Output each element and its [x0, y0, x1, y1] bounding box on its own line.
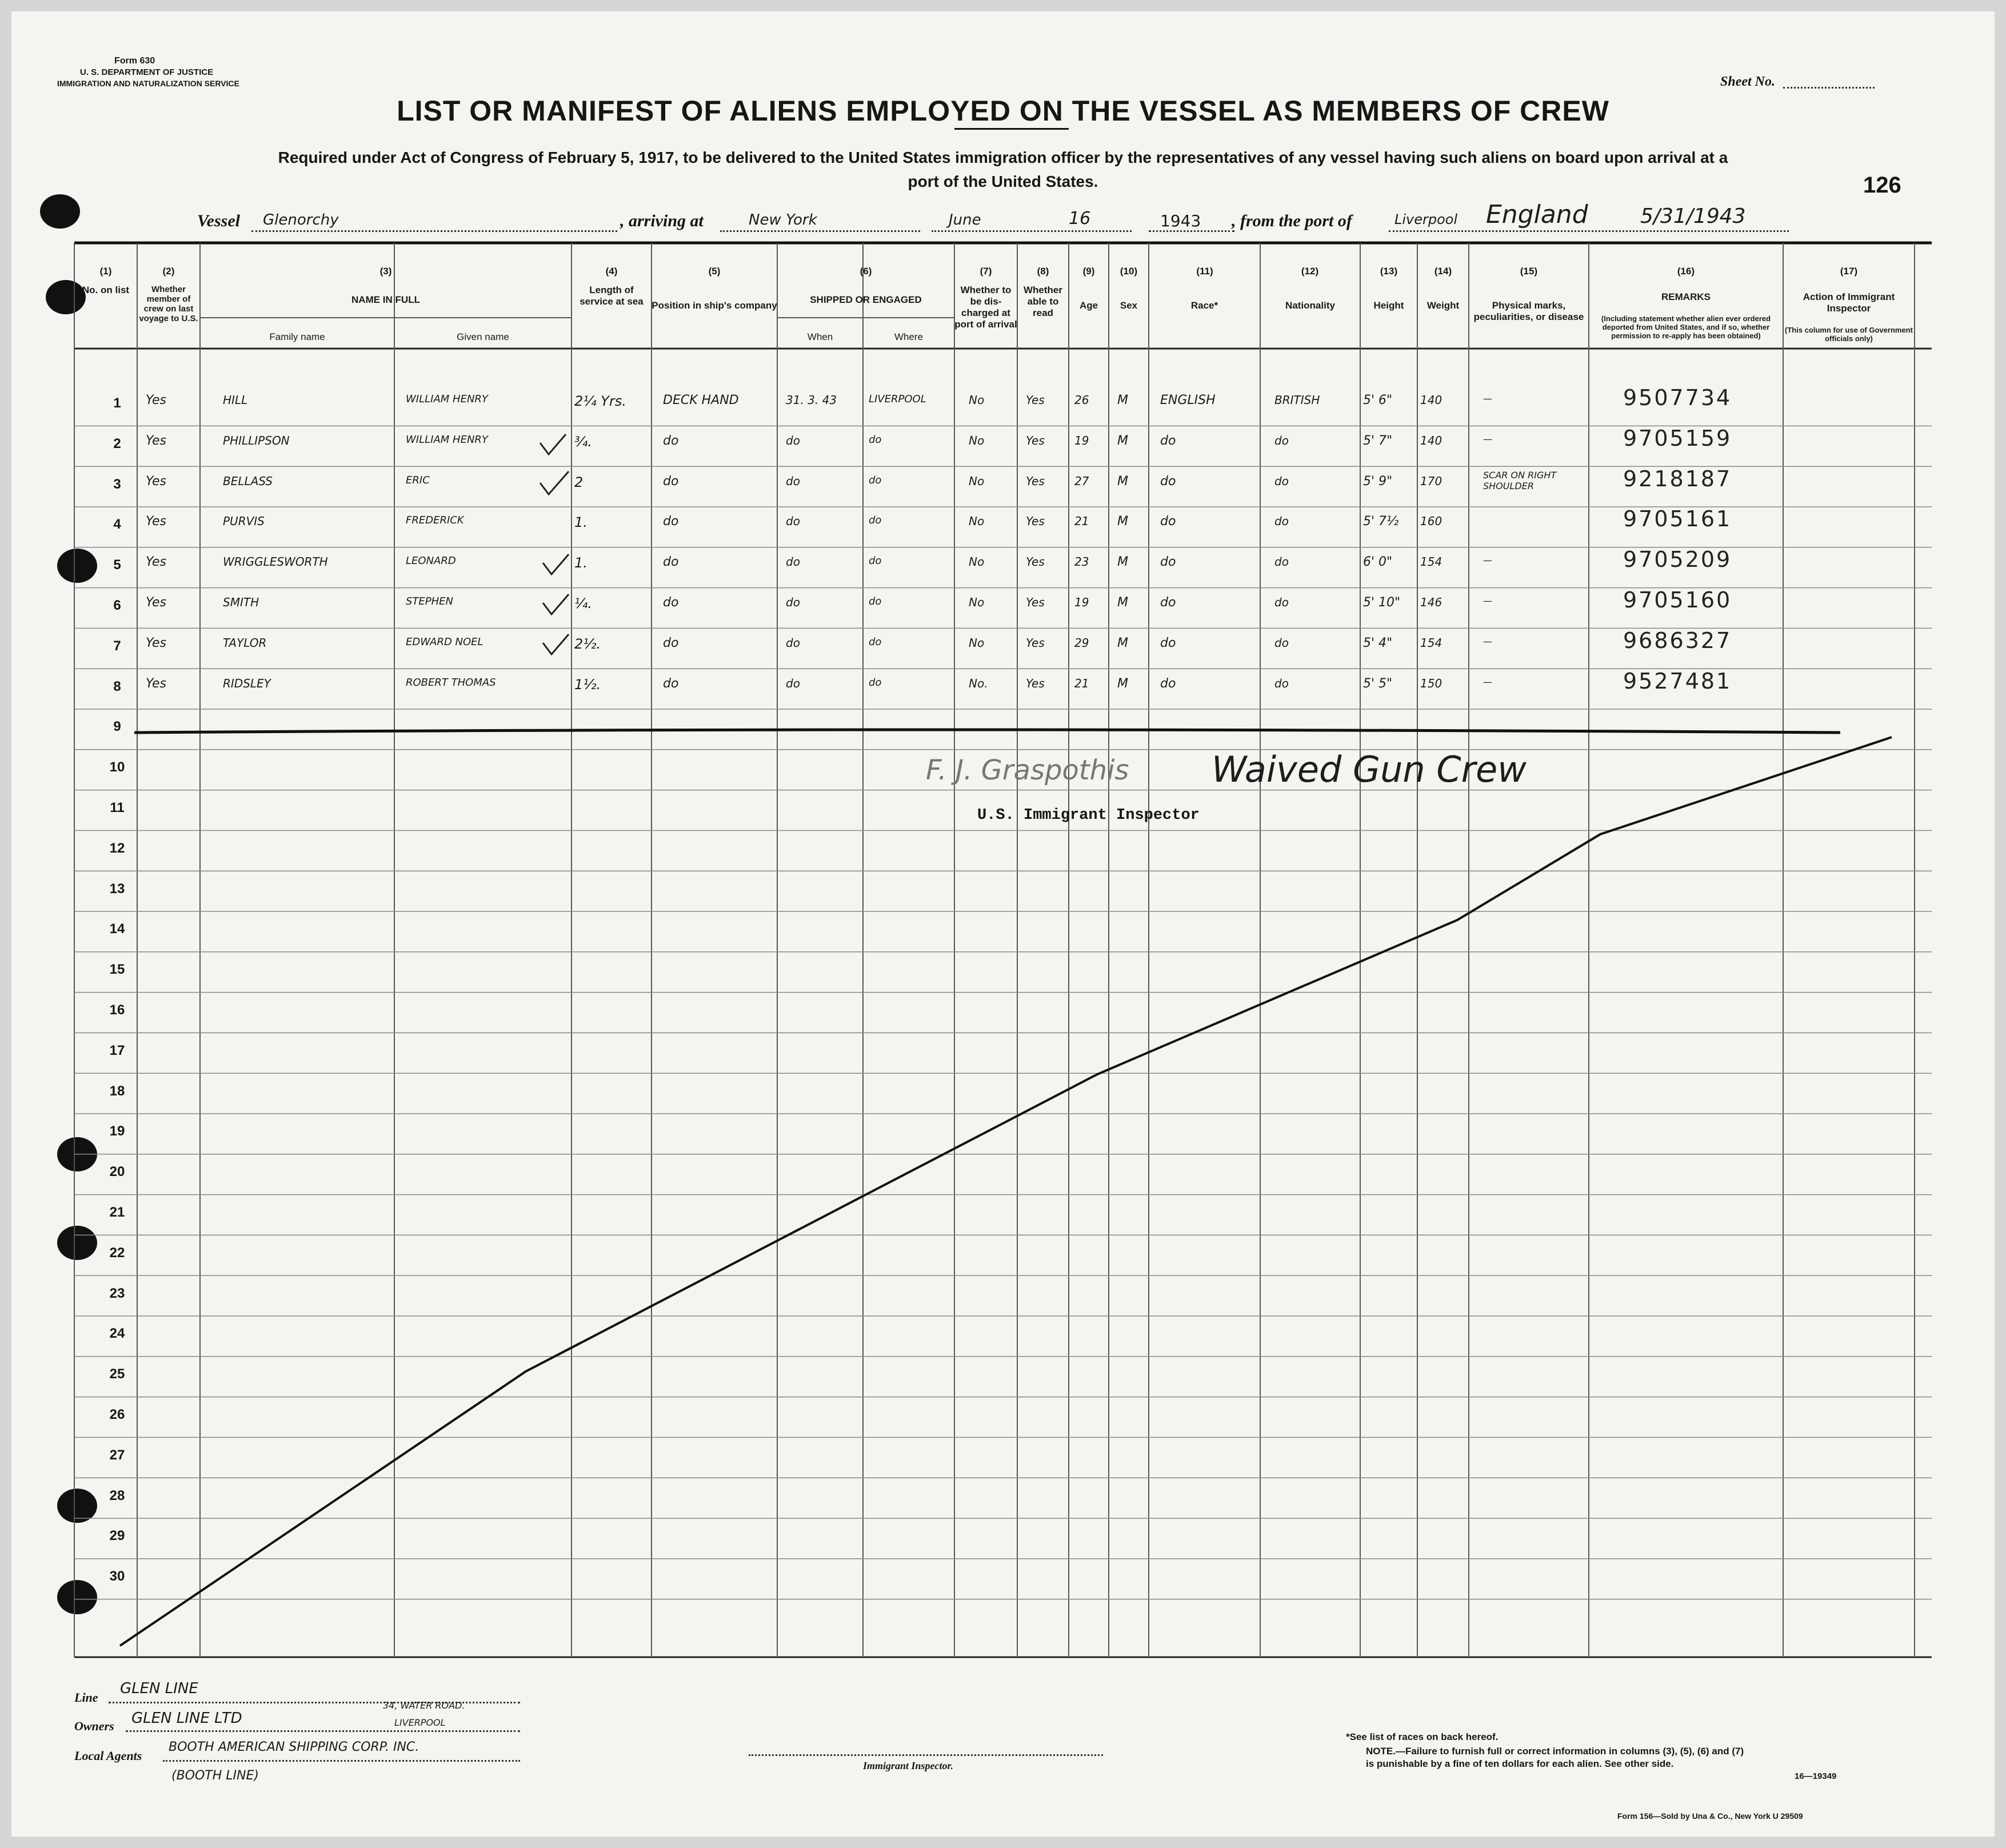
cell-race: do [1160, 474, 1176, 489]
cell-given: STEPHEN [406, 595, 454, 607]
cell-race: ENGLISH [1160, 393, 1216, 407]
row-number: 4 [113, 517, 121, 533]
header-name-in-full: NAME IN FULL [351, 294, 420, 305]
row-number: 13 [109, 881, 125, 897]
line-label: Line [74, 1690, 98, 1705]
cell-weight: 154 [1420, 555, 1442, 569]
cell-sex: M [1117, 555, 1128, 570]
cell-given: LEONARD [406, 555, 456, 567]
row-number: 15 [109, 962, 125, 978]
column-number: (7) [980, 266, 992, 277]
department-name: U. S. DEPARTMENT OF JUSTICE [80, 67, 214, 77]
column-number: (3) [379, 266, 392, 277]
column-header: Height [1373, 300, 1404, 311]
column-header: Nationality [1285, 300, 1335, 311]
cell-last-voyage: Yes [146, 595, 167, 610]
cell-height: 5' 5" [1363, 676, 1393, 691]
header-when: When [807, 331, 833, 342]
cell-last-voyage: Yes [146, 635, 167, 650]
cell-discharged: No [969, 393, 985, 407]
cell-service: ¼. [574, 595, 592, 611]
cell-discharged: No. [969, 676, 988, 690]
column-number: (17) [1840, 266, 1858, 277]
cell-when: do [786, 433, 800, 447]
row-number: 8 [113, 678, 121, 694]
cell-marks: — [1483, 433, 1492, 445]
cell-race: do [1160, 555, 1176, 570]
row-number: 23 [109, 1285, 125, 1301]
column-header: Position in ship's company [652, 300, 777, 311]
cell-height: 5' 6" [1363, 393, 1393, 407]
cell-read: Yes [1026, 635, 1045, 650]
printer-credit: Form 156—Sold by Una & Co., New York U 29509 [1617, 1811, 1803, 1821]
cell-nationality: do [1274, 676, 1289, 690]
cell-weight: 140 [1420, 433, 1442, 447]
row-number: 2 [113, 435, 121, 451]
row-number: 6 [113, 598, 121, 613]
cell-marks: — [1483, 393, 1492, 404]
cell-sex: M [1117, 433, 1128, 448]
cell-remarks: 9507734 [1623, 385, 1732, 410]
cell-sex: M [1117, 676, 1128, 691]
column-header: No. on list [82, 285, 130, 295]
row-number: 27 [109, 1447, 125, 1463]
cell-nationality: do [1274, 635, 1289, 650]
form-code: 16—19349 [1795, 1771, 1837, 1781]
cell-given: ERIC [406, 474, 430, 486]
cell-sex: M [1117, 474, 1128, 489]
immigrant-inspector-line [749, 1754, 1103, 1756]
page-number: 126 [1863, 173, 1901, 198]
column-number: (4) [605, 266, 618, 277]
cell-discharged: No [969, 595, 985, 609]
row-number: 30 [109, 1569, 125, 1585]
row-number: 28 [109, 1487, 125, 1503]
cell-sex: M [1117, 635, 1128, 650]
cell-read: Yes [1026, 474, 1045, 488]
column-header: Age [1079, 300, 1098, 311]
cell-sex: M [1117, 595, 1128, 610]
column-number: (16) [1677, 266, 1695, 277]
cell-where: LIVERPOOL [869, 393, 926, 405]
row-number: 26 [109, 1407, 125, 1422]
cell-sex: M [1117, 514, 1128, 529]
cell-where: do [869, 474, 882, 486]
cell-family: SMITH [223, 595, 259, 609]
column-number: (9) [1082, 266, 1095, 277]
row-number: 16 [109, 1002, 125, 1018]
column-header: Whether to be dis-charged at port of arrival [954, 285, 1017, 330]
cell-family: PHILLIPSON [223, 433, 290, 447]
cell-service: 1½. [574, 676, 601, 693]
cell-age: 19 [1074, 433, 1089, 447]
cell-position: do [663, 595, 679, 610]
cell-family: RIDSLEY [223, 676, 271, 690]
shipping-line: GLEN LINE [120, 1680, 198, 1697]
cell-remarks: 9686327 [1623, 627, 1732, 653]
column-header: Race* [1190, 300, 1218, 311]
row-number: 25 [109, 1366, 125, 1382]
column-header: Physical marks, peculiarities, or disease [1473, 300, 1584, 322]
cell-weight: 150 [1420, 676, 1442, 690]
column-number: (11) [1196, 266, 1213, 277]
column-header: Whether able to read [1024, 285, 1062, 318]
cell-last-voyage: Yes [146, 514, 167, 529]
inspection-note: Waived Gun Crew [1212, 749, 1527, 790]
row-number: 20 [109, 1164, 125, 1180]
row-number: 21 [109, 1205, 125, 1220]
cell-weight: 140 [1420, 393, 1442, 407]
cell-nationality: do [1274, 595, 1289, 609]
cell-position: do [663, 676, 679, 691]
column-header: Weight [1426, 300, 1460, 311]
arriving-label: , arriving at [620, 211, 704, 230]
header-given-name: Given name [457, 331, 509, 342]
from-port: Liverpool [1394, 211, 1458, 227]
row-number: 24 [109, 1326, 125, 1342]
cell-when: 31. 3. 43 [786, 393, 837, 407]
cell-remarks: 9527481 [1623, 668, 1732, 694]
row-number: 10 [109, 759, 125, 775]
cell-position: do [663, 514, 679, 529]
column-number: (5) [708, 266, 721, 277]
cell-when: do [786, 474, 800, 488]
immigrant-inspector-label: Immigrant Inspector. [863, 1760, 954, 1771]
arrival-month: June [949, 211, 981, 229]
cell-when: do [786, 555, 800, 569]
cell-marks: — [1483, 555, 1492, 566]
crew-manifest-page [11, 11, 1995, 1837]
owners-name: GLEN LINE LTD [131, 1710, 242, 1727]
cell-when: do [786, 514, 800, 529]
page-title: LIST OR MANIFEST OF ALIENS EMPLOYED ON THE VESSEL AS MEMBERS OF CREW [397, 95, 1609, 127]
cell-marks: — [1483, 676, 1492, 687]
cell-position: do [663, 635, 679, 650]
cell-read: Yes [1026, 393, 1045, 407]
owners-label: Owners [74, 1719, 114, 1733]
agents-field [163, 1760, 520, 1762]
cell-race: do [1160, 595, 1176, 610]
cell-position: do [663, 433, 679, 448]
cell-height: 5' 7½ [1363, 514, 1399, 529]
owners-address-1: 34, WATER ROAD. [383, 1700, 465, 1711]
cell-marks: — [1483, 635, 1492, 647]
header-remarks-note: (Including statement whether alien ever ordered deported from United States, and if so, whether permission to re-apply has been obtained) [1601, 314, 1771, 340]
header-where: Where [894, 331, 924, 342]
cell-given: FREDERICK [406, 514, 464, 527]
arrival-day: 16 [1069, 209, 1091, 229]
cell-age: 21 [1074, 514, 1089, 529]
cell-service: 2¼ Yrs. [574, 393, 626, 409]
cell-remarks: 9705160 [1623, 587, 1732, 613]
cell-service: ¾. [574, 433, 592, 450]
cell-service: 2 [574, 474, 584, 490]
agents-note: (BOOTH LINE) [171, 1769, 259, 1783]
header-action-note: (This column for use of Government officials only) [1785, 326, 1913, 343]
cell-family: WRIGGLESWORTH [223, 555, 328, 569]
cell-where: do [869, 433, 882, 446]
cell-position: DECK HAND [663, 393, 739, 407]
cell-height: 5' 9" [1363, 474, 1393, 489]
inspector-signature: F. J. Graspothis [926, 754, 1129, 786]
row-number: 11 [110, 800, 125, 815]
row-number: 14 [109, 921, 125, 937]
cell-age: 29 [1074, 635, 1089, 650]
cell-when: do [786, 635, 800, 650]
row-number: 17 [109, 1042, 125, 1058]
row-number: 3 [113, 476, 121, 492]
departure-date-note: 5/31/1943 [1640, 205, 1746, 228]
vessel-name: Glenorchy [263, 211, 339, 229]
column-header: REMARKS [1661, 291, 1711, 302]
cell-family: TAYLOR [223, 635, 267, 650]
cell-race: do [1160, 635, 1176, 650]
cell-where: do [869, 635, 882, 648]
cell-remarks: 9705161 [1623, 506, 1732, 532]
column-number: (13) [1380, 266, 1398, 277]
header-family-name: Family name [269, 331, 325, 342]
cell-weight: 146 [1420, 595, 1442, 609]
column-header: Whether member of crew on last voyage to U.S. [139, 285, 198, 323]
column-number: (15) [1520, 266, 1538, 277]
cell-discharged: No [969, 474, 985, 488]
cell-when: do [786, 595, 800, 609]
sheet-label: Sheet No. [1720, 74, 1775, 89]
cell-nationality: do [1274, 433, 1289, 447]
cell-last-voyage: Yes [146, 433, 167, 448]
subtitle-line-2: port of the United States. [908, 173, 1098, 190]
cell-where: do [869, 514, 882, 527]
owners-address-2: LIVERPOOL [394, 1717, 446, 1728]
cell-where: do [869, 595, 882, 607]
cell-marks: — [1483, 595, 1492, 606]
cell-sex: M [1117, 393, 1128, 407]
column-number: (2) [162, 266, 175, 277]
cell-last-voyage: Yes [146, 393, 167, 407]
cell-read: Yes [1026, 433, 1045, 447]
cell-family: PURVIS [223, 514, 265, 529]
row-number: 9 [113, 719, 121, 735]
cell-service: 1. [574, 514, 588, 531]
form-number: Form 630 [114, 56, 155, 66]
cell-where: do [869, 676, 882, 689]
from-port-label: , from the port of [1232, 211, 1352, 230]
column-header: Length of service at sea [580, 285, 644, 307]
column-header: Sex [1120, 300, 1138, 311]
subtitle-line-1: Required under Act of Congress of February 5, 1917, to be delivered to the United States immigration officer by the representatives of any vessel having such aliens on board upon arrival at a [278, 149, 1728, 166]
cell-last-voyage: Yes [146, 555, 167, 570]
row-number: 19 [109, 1123, 125, 1139]
cell-nationality: BRITISH [1274, 393, 1320, 407]
arriving-port: New York [749, 211, 817, 229]
agents-label: Local Agents [74, 1749, 142, 1763]
inspector-title: U.S. Immigrant Inspector [977, 807, 1200, 824]
cell-height: 6' 0" [1363, 555, 1393, 570]
row-number: 12 [109, 840, 125, 856]
races-note: *See list of races on back hereof. [1346, 1731, 1498, 1742]
cell-age: 19 [1074, 595, 1089, 609]
cell-weight: 160 [1420, 514, 1442, 529]
column-number: (1) [99, 266, 112, 277]
cell-family: HILL [223, 393, 248, 407]
cell-race: do [1160, 514, 1176, 529]
arrival-year: 1943 [1160, 211, 1201, 230]
column-number: (14) [1434, 266, 1452, 277]
cell-remarks: 9705159 [1623, 425, 1732, 451]
cell-given: WILLIAM HENRY [406, 393, 488, 405]
header-shipped-engaged: SHIPPED OR ENGAGED [810, 294, 922, 305]
cell-weight: 154 [1420, 635, 1442, 650]
local-agents: BOOTH AMERICAN SHIPPING CORP. INC. [169, 1740, 419, 1754]
cell-read: Yes [1026, 595, 1045, 609]
column-header: Action of Immigrant Inspector [1803, 291, 1895, 314]
cell-marks: SCAR ON RIGHT SHOULDER [1483, 469, 1557, 491]
failure-note-2: is punishable by a fine of ten dollars for each alien. See other side. [1366, 1758, 1674, 1769]
cell-weight: 170 [1420, 474, 1442, 488]
cell-position: do [663, 474, 679, 489]
from-country: England [1486, 200, 1588, 229]
failure-note-1: NOTE.—Failure to furnish full or correct information in columns (3), (5), (6) and (7) [1366, 1746, 1744, 1757]
cell-last-voyage: Yes [146, 474, 167, 489]
vessel-label: Vessel [197, 211, 240, 230]
cell-discharged: No [969, 514, 985, 529]
cell-given: WILLIAM HENRY [406, 433, 488, 446]
cell-when: do [786, 676, 800, 690]
cell-age: 27 [1074, 474, 1089, 488]
cell-given: EDWARD NOEL [406, 635, 483, 648]
owners-field [126, 1730, 520, 1732]
cell-height: 5' 10" [1363, 595, 1401, 610]
cell-service: 1. [574, 555, 588, 571]
row-number: 1 [113, 395, 121, 411]
cell-service: 2½. [574, 635, 601, 652]
column-number: (6) [860, 266, 872, 277]
cell-race: do [1160, 433, 1176, 448]
cell-where: do [869, 555, 882, 567]
cell-nationality: do [1274, 474, 1289, 488]
cell-discharged: No [969, 635, 985, 650]
cell-age: 23 [1074, 555, 1089, 569]
cell-nationality: do [1274, 514, 1289, 529]
row-number: 7 [113, 638, 121, 654]
cell-family: BELLASS [223, 474, 273, 488]
cell-last-voyage: Yes [146, 676, 167, 691]
row-number: 29 [109, 1528, 125, 1544]
cell-given: ROBERT THOMAS [406, 676, 496, 689]
row-number: 22 [109, 1245, 125, 1261]
cell-age: 21 [1074, 676, 1089, 690]
cell-remarks: 9218187 [1623, 466, 1732, 491]
cell-nationality: do [1274, 555, 1289, 569]
cell-read: Yes [1026, 676, 1045, 690]
column-number: (10) [1120, 266, 1138, 277]
column-number: (8) [1037, 266, 1049, 277]
cell-height: 5' 7" [1363, 433, 1393, 448]
cell-remarks: 9705209 [1623, 547, 1732, 573]
cell-read: Yes [1026, 555, 1045, 569]
cell-age: 26 [1074, 393, 1089, 407]
row-number: 5 [113, 557, 121, 573]
cell-race: do [1160, 676, 1176, 691]
cell-discharged: No [969, 433, 985, 447]
column-number: (12) [1301, 266, 1319, 277]
cell-height: 5' 4" [1363, 635, 1393, 650]
cell-discharged: No [969, 555, 985, 569]
service-name: IMMIGRATION AND NATURALIZATION SERVICE [57, 79, 239, 88]
cell-position: do [663, 555, 679, 570]
row-number: 18 [109, 1083, 125, 1099]
cell-read: Yes [1026, 514, 1045, 529]
